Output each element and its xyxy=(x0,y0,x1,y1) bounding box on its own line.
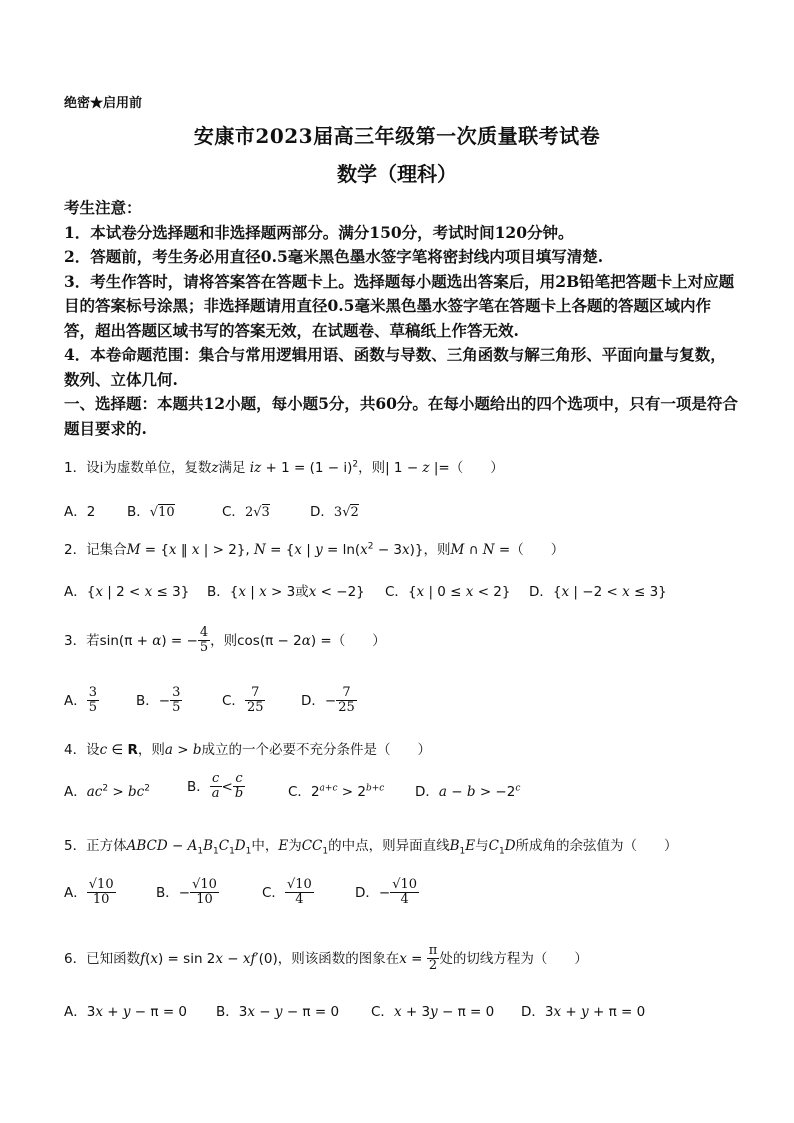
exam-title: 安康市2023届高三年级第一次质量联考试卷 xyxy=(193,124,601,148)
question-5-option-c: C． $\frac{√10}{4}$ xyxy=(262,877,312,908)
question-6-option-d: D．3x + y + π = 0 xyxy=(521,1004,646,1020)
question-1-option-c: C．2√3 xyxy=(222,504,270,520)
instructions-heading: 考生注意： xyxy=(64,198,142,217)
confidential-label: 绝密★启用前 xyxy=(64,96,143,111)
section-heading: 一、选择题：本题共12小题，每小题5分，共60分。在每小题给出的四个选项中，只有一项是符合题目要求的. xyxy=(64,394,738,438)
question-4-stem: 4．设c ∈ R，则a > b成立的一个必要不充分条件是（ ） xyxy=(64,742,432,758)
question-4-option-c: C．$2^{a+c} > 2^{b+c}$ xyxy=(288,783,385,800)
exam-subtitle: 数学（理科） xyxy=(337,162,457,186)
question-2-option-d: D．{x | −2 < x ≤ 3} xyxy=(529,584,667,600)
question-6-option-b: B．3x − y − π = 0 xyxy=(216,1004,340,1020)
instruction-item: 1．本试卷分选择题和非选择题两部分。满分150分，考试时间120分钟。 xyxy=(64,222,574,242)
question-3-option-b: B．− $\frac{3}{5}$ xyxy=(136,685,181,716)
question-1-stem: 1．设i为虚数单位，复数z满足 iz + $1 = (1 - i)^2$，则| 1 − z |=（ ） xyxy=(64,459,504,476)
question-1-option-d: D．3√2 xyxy=(310,504,359,520)
question-3-option-d: D．− $\frac{7}{25}$ xyxy=(301,685,355,716)
question-5-stem: 5．正方体ABCD − $A_1B_1C_1D_1$中，E为$CC_1$的中点，则异面直线$B_1E$与$C_1D$所成角的余弦值为（ ） xyxy=(64,838,678,857)
question-4-option-b: B． $\frac{c}{a}$ < $\frac{c}{b}$ xyxy=(187,771,244,802)
question-5-option-b: B．− $\frac{√10}{10}$ xyxy=(156,877,217,908)
instruction-item: 4．本卷命题范围：集合与常用逻辑用语、函数与导数、三角函数与解三角形、平面向量与复数，数列、立体几何. xyxy=(64,345,726,389)
question-3-stem: 3．若sin(π + α) = − $\frac{4}{5}$ ，则cos(π − 2α) =（ ） xyxy=(64,625,386,656)
question-3-option-a: A． $\frac{3}{5}$ xyxy=(64,685,98,716)
exam-instructions xyxy=(64,196,740,441)
question-1-option-a: A．2 xyxy=(64,504,96,520)
question-3-option-c: C． $\frac{7}{25}$ xyxy=(222,685,264,716)
question-6-option-c: C．x + 3y − π = 0 xyxy=(371,1004,495,1020)
question-6-option-a: A．3x + y − π = 0 xyxy=(64,1004,188,1020)
instruction-item: 2．答题前，考生务必用直径0.5毫米黑色墨水签字笔将密封线内项目填写清楚. xyxy=(64,247,604,266)
question-2-option-b: B．{x | x > 3或x < −2} xyxy=(207,584,365,600)
question-4-option-d: D．$a - b > -2^c$ xyxy=(415,783,521,800)
question-2-option-a: A．{x | 2 < x ≤ 3} xyxy=(64,584,190,600)
question-5-option-d: D．− $\frac{√10}{4}$ xyxy=(355,877,418,908)
question-4-option-a: A．$ac^2 > bc^2$ xyxy=(64,783,150,800)
question-6-stem: 6．已知函数f(x) = sin 2x − xf′(0)，则该函数的图象在x = $\frac{\pi}{2}$ 处的切线方程为（ ） xyxy=(64,943,588,974)
question-1-option-b: B．√10 xyxy=(127,504,175,520)
question-2-option-c: C．{x | 0 ≤ x < 2} xyxy=(385,584,511,600)
question-5-option-a: A． $\frac{√10}{10}$ xyxy=(64,877,114,908)
instruction-item: 3．考生作答时，请将答案答在答题卡上。选择题每小题选出答案后，用2B铅笔把答题卡上对应题目的答案标号涂黑；非选择题请用直径0.5毫米黑色墨水签字笔在答题卡上各题的答题区域内作答，超出答题区域书写的答案无效，在试题卷、草稿纸上作答无效. xyxy=(64,271,735,340)
question-2-stem: 2．记集合M = {x ‖ x | > 2}, N = {x | $y = \ln(x^2 - 3x)$}，则M ∩ N =（ ） xyxy=(64,541,565,558)
